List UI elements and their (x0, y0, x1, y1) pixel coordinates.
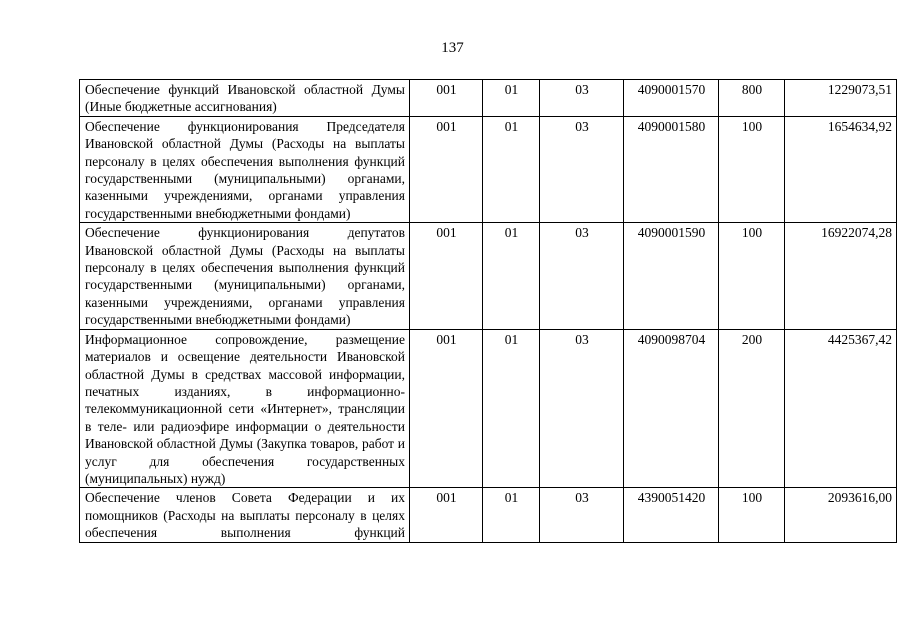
table-row (80, 488, 897, 542)
row-name-cell: Информационное сопровождение, размещение материалов и освещение деятельности Ивановской областной Думы в средствах массовой информации, печатных изданиях, в информационно-телекоммуникационной сети «Интернет», трансляции в теле- или радиоэфире информации о деятельности Ивановской областной Думы (Закупка товаров, работ и услуг для обеспечения государственных (муниципальных) нужд) (80, 329, 410, 488)
subsection-code-cell: 03 (540, 80, 624, 117)
row-name-cell: Обеспечение функций Ивановской областной Думы (Иные бюджетные ассигнования) (80, 80, 410, 117)
ministry-code-cell: 001 (410, 488, 483, 542)
amount-cell: 1654634,92 (785, 116, 897, 222)
target-article-cell: 4390051420 (624, 488, 719, 542)
page-number: 137 (441, 40, 464, 56)
table-row (80, 329, 897, 488)
section-code-cell: 01 (483, 329, 540, 488)
subsection-code-cell: 03 (540, 488, 624, 542)
amount-cell: 4425367,42 (785, 329, 897, 488)
expense-type-cell: 100 (719, 116, 785, 222)
table-row (80, 223, 897, 329)
table-row (80, 80, 897, 117)
subsection-code-cell: 03 (540, 223, 624, 329)
target-article-cell: 4090098704 (624, 329, 719, 488)
subsection-code-cell: 03 (540, 116, 624, 222)
expense-type-cell: 200 (719, 329, 785, 488)
amount-cell: 1229073,51 (785, 80, 897, 117)
target-article-cell: 4090001570 (624, 80, 719, 117)
table-row (80, 116, 897, 222)
row-name-cell: Обеспечение членов Совета Федерации и их помощников (Расходы на выплаты персоналу в целях обеспечения выполнения функций (80, 488, 410, 542)
ministry-code-cell: 001 (410, 80, 483, 117)
subsection-code-cell: 03 (540, 329, 624, 488)
section-code-cell: 01 (483, 116, 540, 222)
row-name-cell: Обеспечение функционирования Председателя Ивановской областной Думы (Расходы на выплаты персоналу в целях обеспечения выполнения функций государственными (муниципальными) органами, казенными учреждениями, органами управления государственными внебюджетными фондами) (80, 116, 410, 222)
section-code-cell: 01 (483, 488, 540, 542)
expense-type-cell: 100 (719, 223, 785, 329)
target-article-cell: 4090001580 (624, 116, 719, 222)
expense-type-cell: 100 (719, 488, 785, 542)
amount-cell: 16922074,28 (785, 223, 897, 329)
target-article-cell: 4090001590 (624, 223, 719, 329)
amount-cell: 2093616,00 (785, 488, 897, 542)
row-name-cell: Обеспечение функционирования депутатов Ивановской областной Думы (Расходы на выплаты персоналу в целях обеспечения выполнения функций государственными (муниципальными) органами, казенными учреждениями, органами управления государственными внебюджетными фондами) (80, 223, 410, 329)
ministry-code-cell: 001 (410, 329, 483, 488)
ministry-code-cell: 001 (410, 116, 483, 222)
section-code-cell: 01 (483, 80, 540, 117)
ministry-code-cell: 001 (410, 223, 483, 329)
budget-table (79, 79, 897, 543)
expense-type-cell: 800 (719, 80, 785, 117)
section-code-cell: 01 (483, 223, 540, 329)
